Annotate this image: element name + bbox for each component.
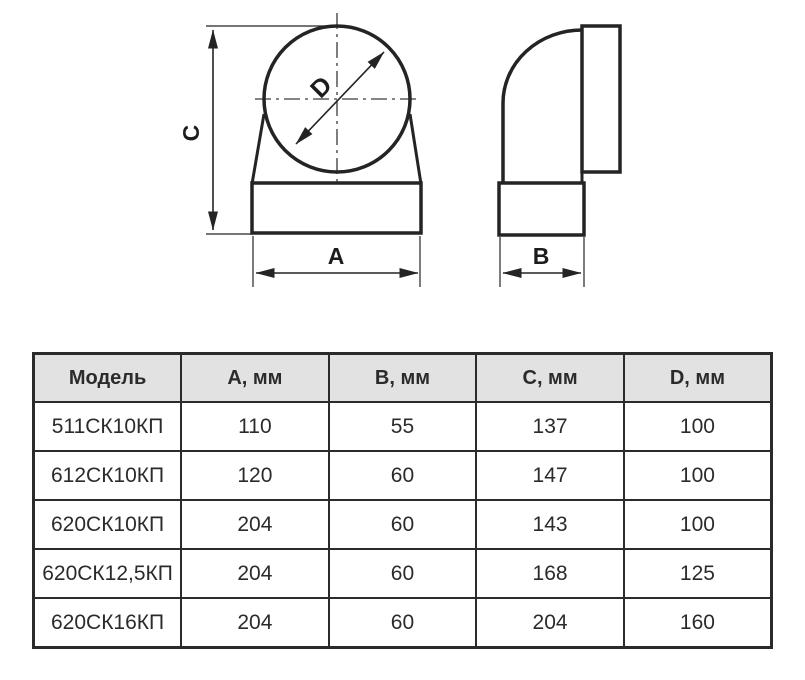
cell-model: 620СК12,5КП	[34, 549, 182, 598]
cell-c: 204	[476, 598, 624, 648]
elbow-outline	[503, 30, 582, 184]
round-socket	[582, 26, 620, 172]
cell-d: 160	[624, 598, 772, 648]
col-header-b: В, мм	[329, 354, 477, 403]
right-taper-line	[410, 114, 421, 184]
cell-model: 620СК10КП	[34, 500, 182, 549]
cell-model: 620СК16КП	[34, 598, 182, 648]
front-view	[178, 13, 421, 287]
cell-a: 204	[181, 549, 329, 598]
dim-label-a: A	[327, 243, 345, 269]
flat-duct-base-side	[499, 183, 584, 235]
col-header-d: D, мм	[624, 354, 772, 403]
cell-b: 60	[329, 500, 477, 549]
cell-model: 511СК10КП	[34, 402, 182, 451]
cell-c: 137	[476, 402, 624, 451]
dim-label-d: D	[305, 71, 338, 104]
cell-d: 125	[624, 549, 772, 598]
dim-line-d	[296, 52, 384, 144]
cell-d: 100	[624, 402, 772, 451]
side-view	[499, 26, 620, 287]
table-row	[34, 549, 772, 598]
dim-label-c: C	[178, 124, 204, 142]
technical-drawing	[0, 0, 805, 330]
cell-b: 60	[329, 451, 477, 500]
table-row	[34, 598, 772, 648]
cell-d: 100	[624, 451, 772, 500]
left-taper-line	[252, 114, 264, 184]
cell-b: 55	[329, 402, 477, 451]
cell-b: 60	[329, 549, 477, 598]
dimensions-table	[32, 352, 773, 649]
cell-a: 204	[181, 598, 329, 648]
table-row	[34, 451, 772, 500]
dim-label-b: B	[532, 243, 550, 269]
cell-c: 143	[476, 500, 624, 549]
cell-c: 147	[476, 451, 624, 500]
col-header-model: Модель	[34, 354, 182, 403]
col-header-a: А, мм	[181, 354, 329, 403]
table-row	[34, 402, 772, 451]
cell-a: 120	[181, 451, 329, 500]
table-row	[34, 500, 772, 549]
flat-duct-base	[252, 183, 421, 233]
cell-a: 204	[181, 500, 329, 549]
cell-d: 100	[624, 500, 772, 549]
cell-c: 168	[476, 549, 624, 598]
col-header-c: С, мм	[476, 354, 624, 403]
cell-a: 110	[181, 402, 329, 451]
cell-b: 60	[329, 598, 477, 648]
table-header-row	[34, 354, 772, 403]
cell-model: 612СК10КП	[34, 451, 182, 500]
